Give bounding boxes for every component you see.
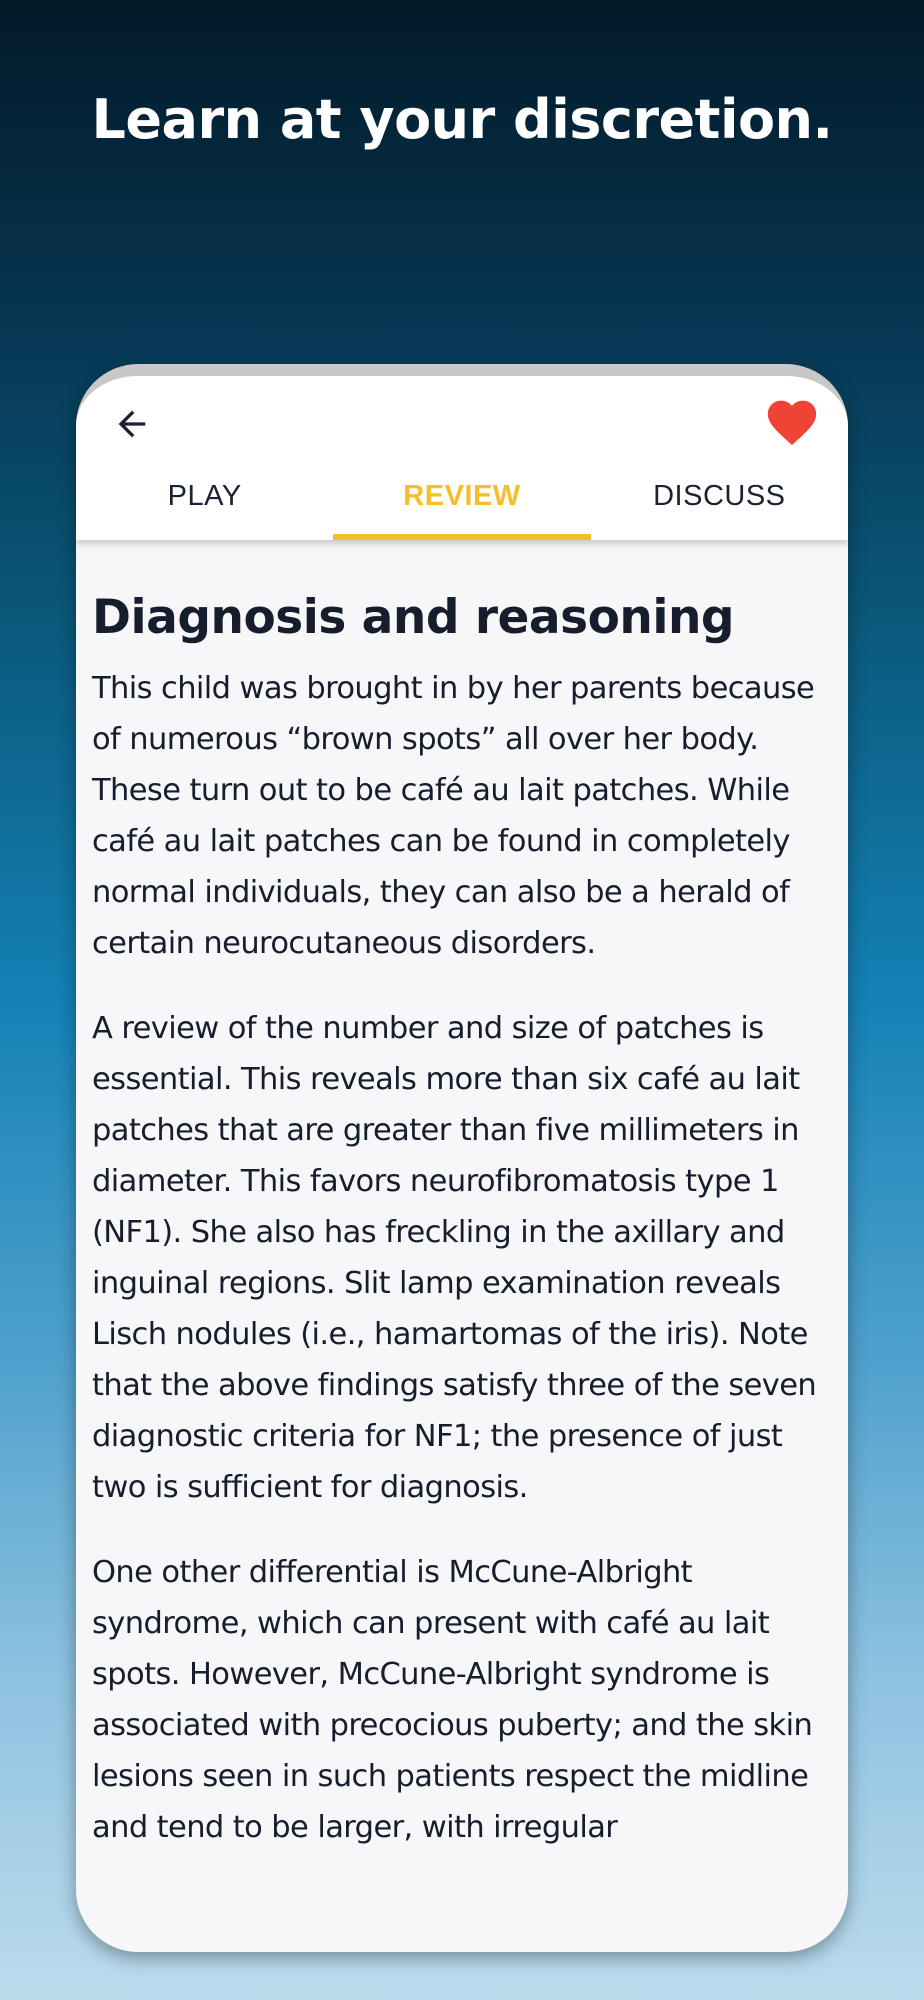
back-button[interactable]	[106, 398, 158, 450]
article-paragraph: One other differential is McCune-Albright syndrome, which can present with café au lait spots. However, McCune-Albright syndrome is associated with precocious puberty; and the skin lesions seen in such patients respect the midline and tend to be larger, with irregular	[92, 1555, 813, 1845]
app-bar	[76, 376, 848, 540]
favorite-button[interactable]	[762, 392, 822, 448]
article-title: Diagnosis and reasoning	[92, 590, 735, 645]
review-content[interactable]	[76, 540, 848, 1952]
article-paragraph: This child was brought in by her parents because of numerous “brown spots” all over her body. These turn out to be café au lait patches. While café au lait patches can be found in completely normal individuals, they can also be a herald of certain neurocutaneous disorders.	[92, 671, 815, 961]
tab-bar	[76, 460, 848, 540]
tab-discuss[interactable]: DISCUSS	[653, 479, 786, 512]
headline: Learn at your discretion.	[91, 88, 833, 151]
tab-play[interactable]: PLAY	[167, 479, 242, 512]
heart-icon	[763, 393, 821, 447]
tab-review[interactable]: REVIEW	[333, 460, 590, 540]
phone-frame	[76, 364, 848, 1952]
arrow-left-icon	[112, 404, 152, 444]
article-paragraph: A review of the number and size of patches is essential. This reveals more than six café au lait patches that are greater than five millimeters in diameter. This favors neurofibromatosis type 1 (NF1). She also has freckling in the axillary and inguinal regions. Slit lamp examination reveals Lisch nodules (i.e., hamartomas of the iris). Note that the above findings satisfy three of the seven diagnostic criteria for NF1; the presence of just two is sufficient for diagnosis.	[92, 1011, 817, 1505]
